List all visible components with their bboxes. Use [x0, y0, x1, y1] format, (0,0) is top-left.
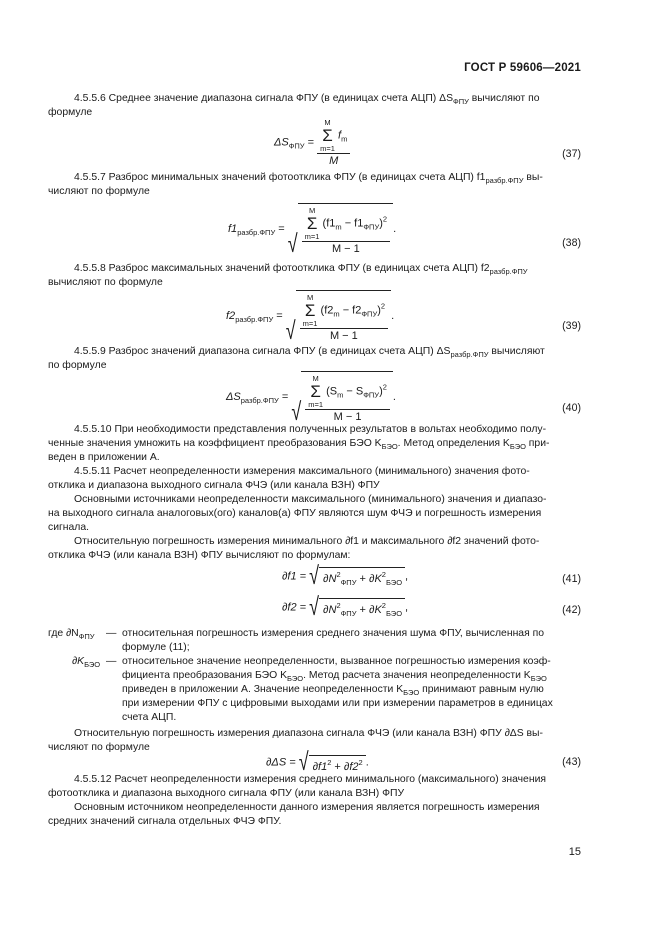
- paragraph-relative-error-line2: отклика ФЧЭ (или канала ВЗН) ФПУ вычисляют по формулам:: [48, 550, 351, 561]
- where-definition-1-line2: формуле (11);: [122, 642, 190, 653]
- paragraph-4-5-5-10: 4.5.5.10 При необходимости представления полученных результатов в вольтах необходимо полу-: [74, 424, 547, 435]
- where-definition-2-line3: приведен в приложении А. Значение неопределенности $K_{БЭО}$ принимают равным нулю: [122, 684, 544, 697]
- equation-42-number: (42): [562, 604, 581, 616]
- where-definition-2-line2: фициента преобразования БЭО $K_{БЭО}$. Метод расчета значения неопределенности $K_{БЭО}$: [122, 670, 547, 683]
- where-definition-2: относительное значение неопределенности, вызванное погрешностью измерения коэф-: [122, 656, 551, 667]
- paragraph-main-source: Основным источником неопределенности данного измерения является погрешность измерения: [74, 802, 540, 813]
- where-definition-2-line4: при измерении ФПУ с цифровыми выходами или при измерении параметров в единицах: [122, 698, 553, 709]
- paragraph-4-5-5-7: 4.5.5.7 Разброс минимальных значений фотоотклика ФПУ (в единицах счета АЦП) $f1_{разбр.ФПУ}$ вы-: [74, 172, 543, 185]
- paragraph-sources: Основными источниками неопределенности максимального (минимального) значения и диапазо-: [74, 494, 547, 505]
- paragraph-4-5-5-8: 4.5.5.8 Разброс максимальных значений фотоотклика ФПУ (в единицах счета АЦП) $f2_{разбр.ФПУ}$: [74, 263, 528, 276]
- equation-40-number: (40): [562, 402, 581, 414]
- equation-42: ∂f2 = √ $\partial N^2_{ФПУ} + \partial K^2_{БЭО}$,: [282, 592, 409, 621]
- paragraph-4-5-5-10-line2: ченные значения умножить на коэффициент преобразования БЭО $K_{БЭО}$. Метод определения $K_{БЭО}$ при-: [48, 438, 550, 451]
- where-definition-1: относительная погрешность измерения среднего значения шума ФПУ, вычисленная по: [122, 628, 545, 639]
- equation-39-number: (39): [562, 320, 581, 332]
- paragraph-4-5-5-12-line2: фотоотклика и диапазона выходного сигнала ФПУ (или канала ВЗН) ФПУ: [48, 788, 405, 799]
- where-label-2: $\partial K_{БЭО}$: [72, 656, 101, 669]
- paragraph-4-5-5-9: 4.5.5.9 Разброс значений диапазона сигнала ФПУ (в единицах счета АЦП) $\Delta S_{разбр.ФПУ}$ вычисляют: [74, 346, 545, 359]
- paragraph-4-5-5-6-line2: формуле: [48, 107, 93, 118]
- equation-41: ∂f1 = √ $\partial N^2_{ФПУ} + \partial K^2_{БЭО}$,: [282, 561, 409, 590]
- equation-38-number: (38): [562, 237, 581, 249]
- paragraph-4-5-5-12: 4.5.5.12 Расчет неопределенности измерения среднего минимального (максимального) значения: [74, 774, 546, 785]
- equation-41-number: (41): [562, 573, 581, 585]
- where-dash-1: —: [106, 628, 117, 639]
- equation-37-number: (37): [562, 148, 581, 160]
- paragraph-relative-error: Относительную погрешность измерения минимального ∂f1 и максимального ∂f2 значений фото-: [74, 536, 540, 547]
- paragraph-4-5-5-8-line2: вычисляют по формуле: [48, 277, 163, 288]
- equation-43-number: (43): [562, 756, 581, 768]
- equation-43: ∂ΔS = √ $\partial f1^2 + \partial f2^2$ .: [266, 747, 369, 776]
- equation-37: $\Delta S_{ФПУ}$ = M Σ m=1 $f_m$ M: [274, 118, 350, 167]
- paragraph-4-5-5-7-line2: числяют по формуле: [48, 186, 150, 197]
- paragraph-4-5-5-11-line2: отклика и диапазона выходного сигнала ФЧЭ (или канала ВЗН) ФПУ: [48, 480, 380, 491]
- equation-40: $\Delta S_{разбр.ФПУ}$ = √ M Σ m=1 $(S_m - S_{ФПУ})^2$ M − 1 .: [226, 371, 396, 423]
- paragraph-range-error: Относительную погрешность измерения диапазона сигнала ФЧЭ (или канала ВЗН) ФПУ ∂ΔS вы-: [74, 728, 543, 739]
- paragraph-sources-line3: сигнала.: [48, 522, 90, 533]
- equation-39: $f2_{разбр.ФПУ}$ = √ M Σ m=1 $(f2_m - f2_{ФПУ})^2$ M − 1 .: [226, 290, 394, 342]
- paragraph-range-error-line2: числяют по формуле: [48, 742, 150, 753]
- paragraph-sources-line2: на выходного сигнала аналоговых(ого) каналов(а) ФПУ являются шум ФЧЭ и погрешность измерения: [48, 508, 542, 519]
- standard-header: ГОСТ Р 59606—2021: [464, 62, 581, 74]
- page-number: 15: [568, 846, 581, 858]
- paragraph-4-5-5-6: 4.5.5.6 Среднее значение диапазона сигнала ФПУ (в единицах счета АЦП) $\Delta S_{ФПУ}$ вычисляют по: [74, 93, 540, 106]
- where-dash-2: —: [106, 656, 117, 667]
- paragraph-4-5-5-10-line3: веден в приложении А.: [48, 452, 160, 463]
- paragraph-4-5-5-9-line2: по формуле: [48, 360, 107, 371]
- where-label-1: где $\partial N_{ФПУ}$: [48, 628, 95, 641]
- paragraph-main-source-line2: средних значений сигнала отдельных ФЧЭ ФПУ.: [48, 816, 282, 827]
- paragraph-4-5-5-11: 4.5.5.11 Расчет неопределенности измерения максимального (минимального) значения фото-: [74, 466, 530, 477]
- where-definition-2-line5: счета АЦП.: [122, 712, 177, 723]
- equation-38: $f1_{разбр.ФПУ}$ = √ M Σ m=1 $(f1_m - f1_{ФПУ})^2$ M − 1 .: [228, 203, 396, 255]
